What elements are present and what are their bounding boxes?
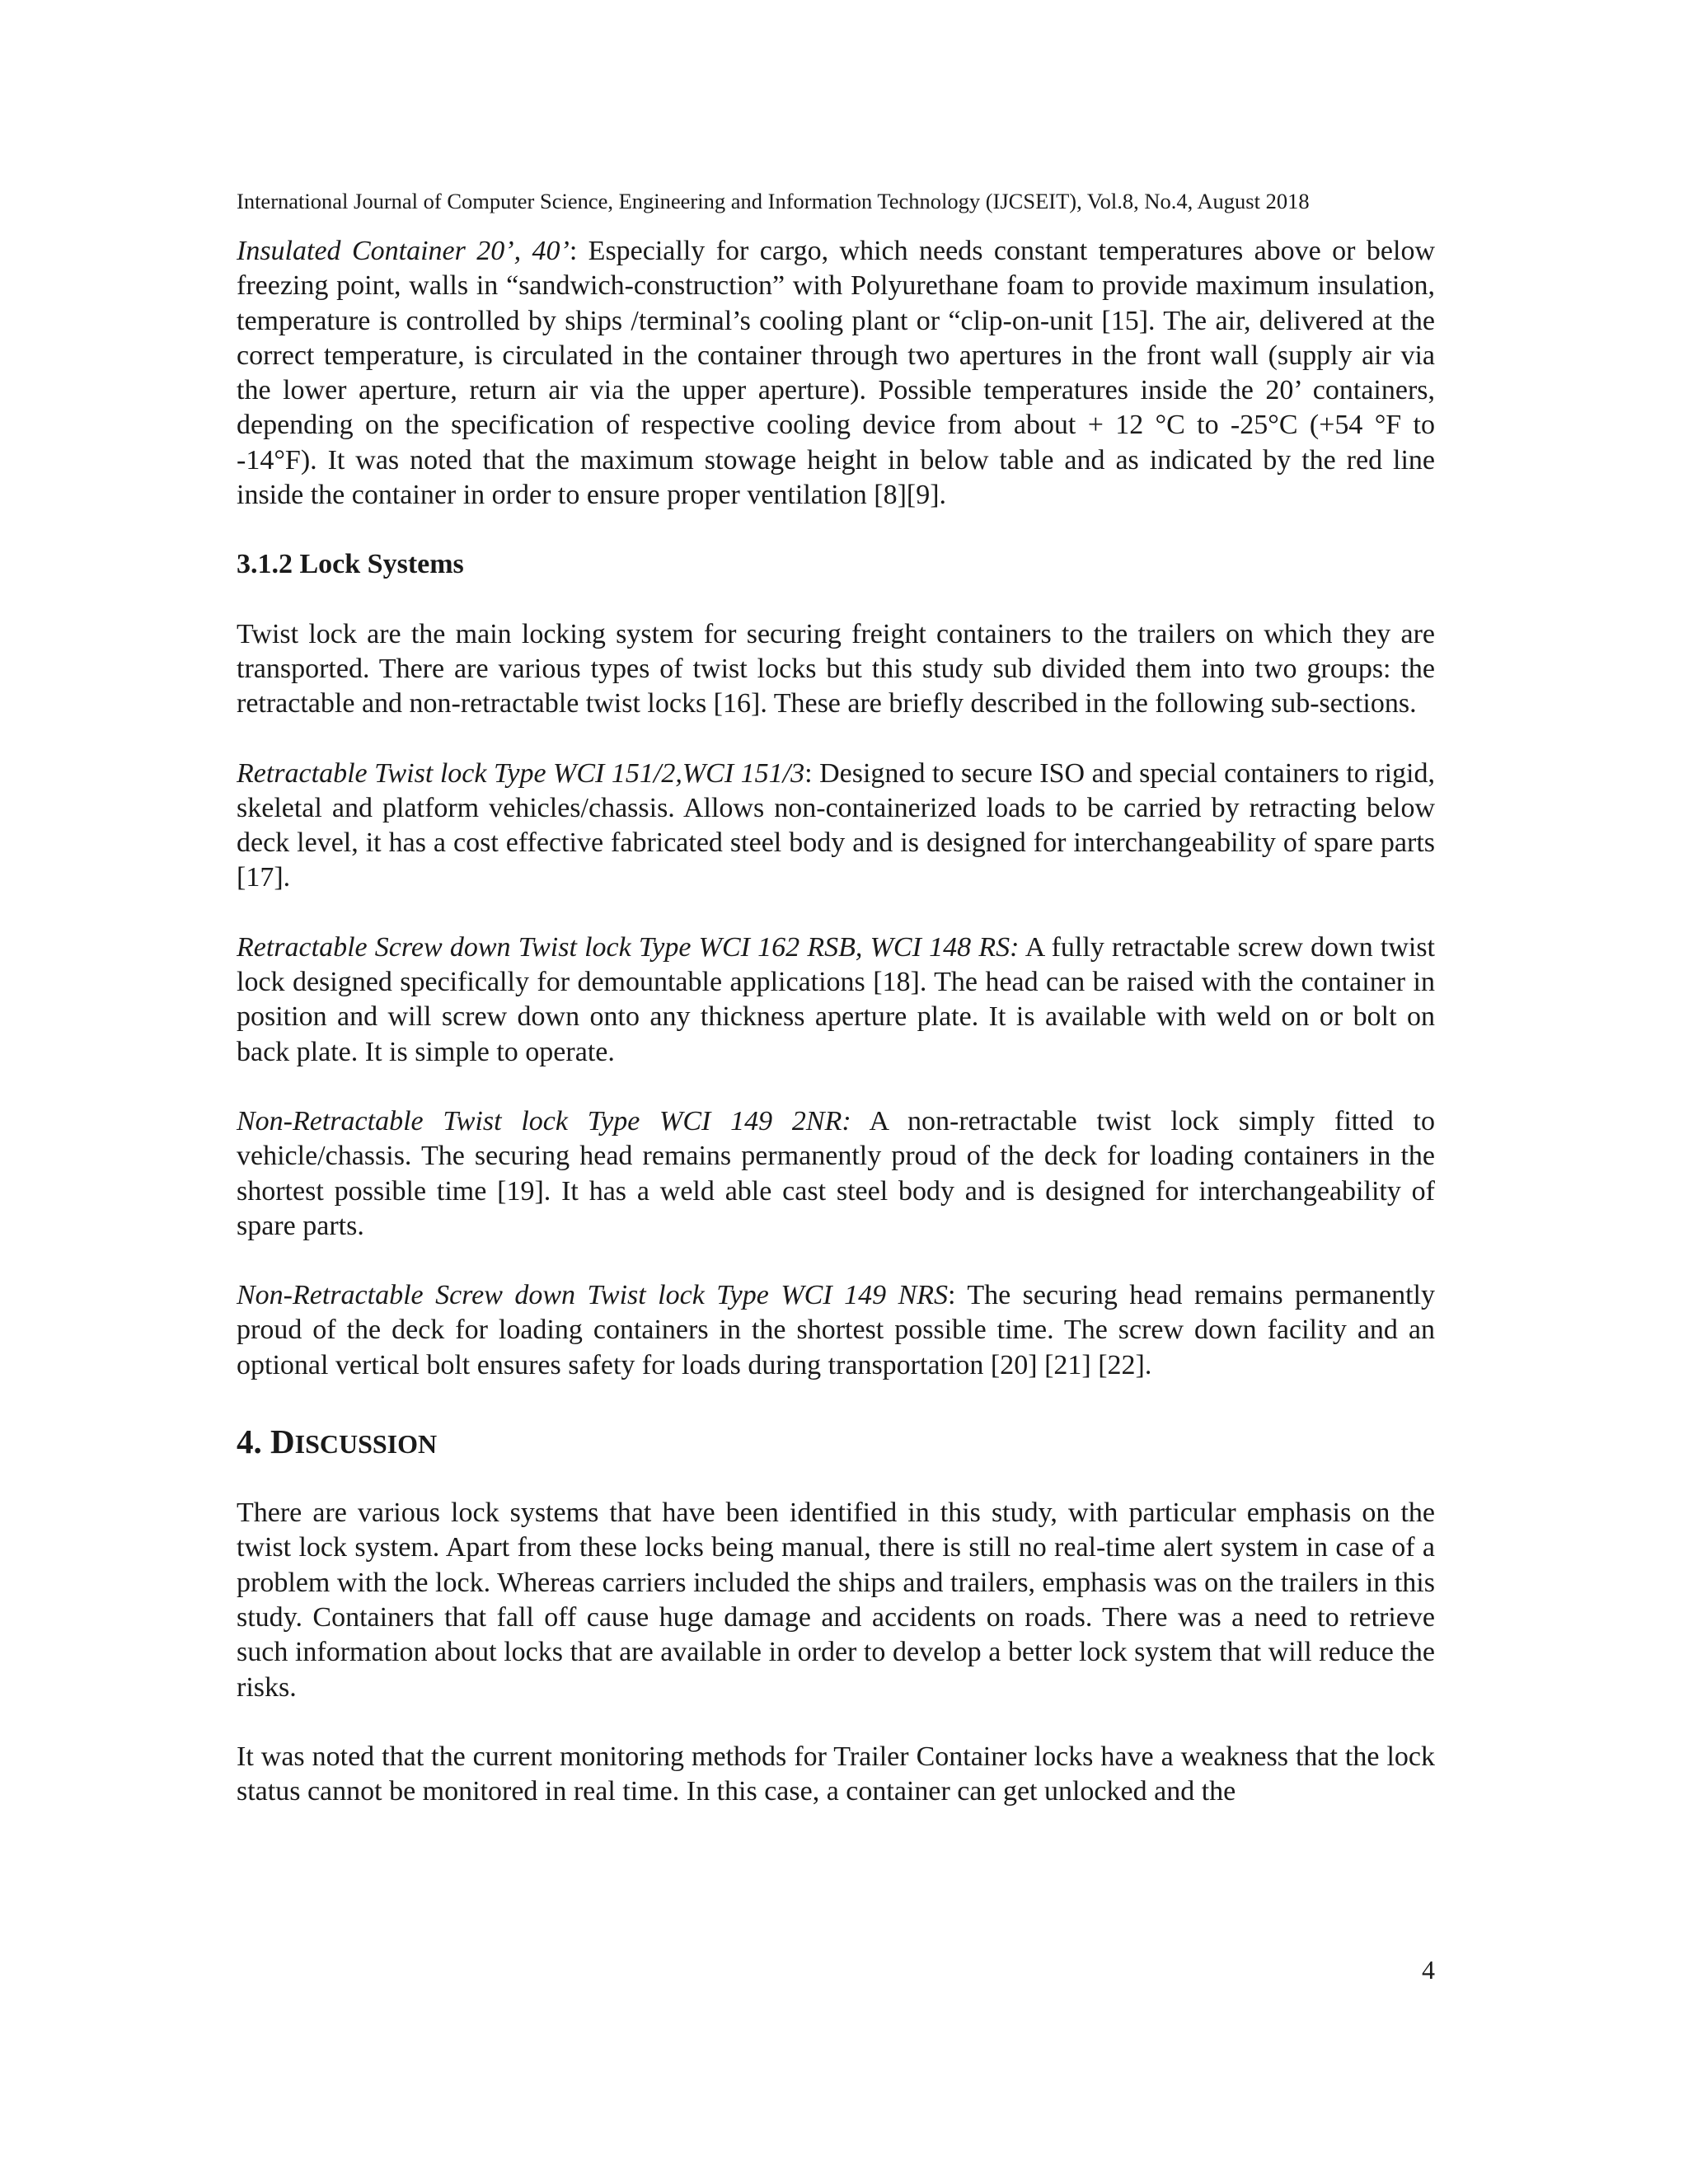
paragraph-non-retractable-twist-lock	[237, 1104, 1435, 1244]
term-non-retractable-screw-down: Non-Retractable Screw down Twist lock Type WCI 149 NRS	[237, 1280, 949, 1311]
paragraph-retractable-screw-down	[237, 930, 1435, 1070]
paragraph-discussion-2: It was noted that the current monitoring methods for Trailer Container locks have a weakness that the lock status cannot be monitored in real time. In this case, a container can get unlocked and the	[237, 1741, 1435, 1807]
term-retractable-twist-lock: Retractable Twist lock Type WCI 151/2,WCI 151/3	[237, 757, 805, 789]
page-number: 4	[1422, 1955, 1435, 1985]
paragraph-non-retractable-screw-down	[237, 1278, 1435, 1383]
paragraph-body: : The securing head remains permanently proud of the deck for loading containers in the shortest possible time. The screw down facility and an optional vertical bolt ensures safety for loads during transportation [20] [21] [22].	[237, 1280, 1435, 1380]
paragraph-twist-lock-intro: Twist lock are the main locking system for securing freight containers to the trailers on which they are transported. There are various types of twist locks but this study sub divided them into two groups: the retractable and non-retractable twist locks [16]. These are briefly described in the following sub-sections.	[237, 618, 1435, 719]
paragraph-body: A non-retractable twist lock simply fitted to vehicle/chassis. The securing head remains permanently proud of the deck for loading containers in the shortest possible time [19]. It has a weld able cast steel body and is designed for interchangeability of spare parts.	[237, 1105, 1435, 1241]
section-heading-number: 4. D	[237, 1422, 295, 1461]
paragraph-insulated-container	[237, 234, 1435, 513]
section-heading-smallcaps: ISCUSSION	[294, 1429, 438, 1460]
paragraph-body: A fully retractable screw down twist lock designed specifically for demountable applications [18]. The head can be raised with the container in position and will screw down onto any thickness aperture plate. It is available with weld on or bolt on back plate. It is simple to operate.	[237, 931, 1436, 1067]
paragraph-body: : Especially for cargo, which needs constant temperatures above or below freezing point, walls in “sandwich-construction” with Polyurethane foam to provide maximum insulation, temperature is controlled by ships /terminal’s cooling plant or “clip-on-unit [15]. The air, delivered at the correct temperature, is circulated in the container through two apertures in the front wall (supply air via the lower aperture, return air via the upper aperture). Possible temperatures inside the 20’ containers, depending on the specification of respective cooling device from about + 12 °C to -25°C (+54 °F to -14°F). It was noted that the maximum stowage height in below table and as indicated by the red line inside the container in order to ensure proper ventilation [8][9].	[237, 236, 1435, 511]
subsection-heading-lock-systems: 3.1.2 Lock Systems	[237, 549, 464, 580]
term-insulated-container: Insulated Container 20’, 40’	[237, 236, 570, 266]
paragraph-retractable-twist-lock	[237, 757, 1435, 896]
running-header: International Journal of Computer Science, Engineering and Information Technology (IJCSEIT), Vol.8, No.4, August 2018	[237, 189, 1310, 213]
term-non-retractable-twist-lock: Non-Retractable Twist lock Type WCI 149 2NR:	[237, 1105, 851, 1137]
term-retractable-screw-down: Retractable Screw down Twist lock Type WCI 162 RSB, WCI 148 RS:	[237, 931, 1020, 963]
paragraph-body: : Designed to secure ISO and special containers to rigid, skeletal and platform vehicles/chassis. Allows non-containerized loads to be carried by retracting below deck level, it has a cost effective fabricated steel body and is designed for interchangeability of spare parts [17].	[237, 757, 1435, 893]
section-heading-discussion	[237, 1421, 1435, 1465]
page-content	[237, 234, 1435, 1844]
paragraph-discussion-1: There are various lock systems that have been identified in this study, with particular emphasis on the twist lock system. Apart from these locks being manual, there is still no real-time alert system in case of a problem with the lock. Whereas carriers included the ships and trailers, emphasis was on the trailers in this study. Containers that fall off cause huge damage and accidents on roads. There was a need to retrieve such information about locks that are available in order to develop a better lock system that will reduce the risks.	[237, 1497, 1435, 1703]
